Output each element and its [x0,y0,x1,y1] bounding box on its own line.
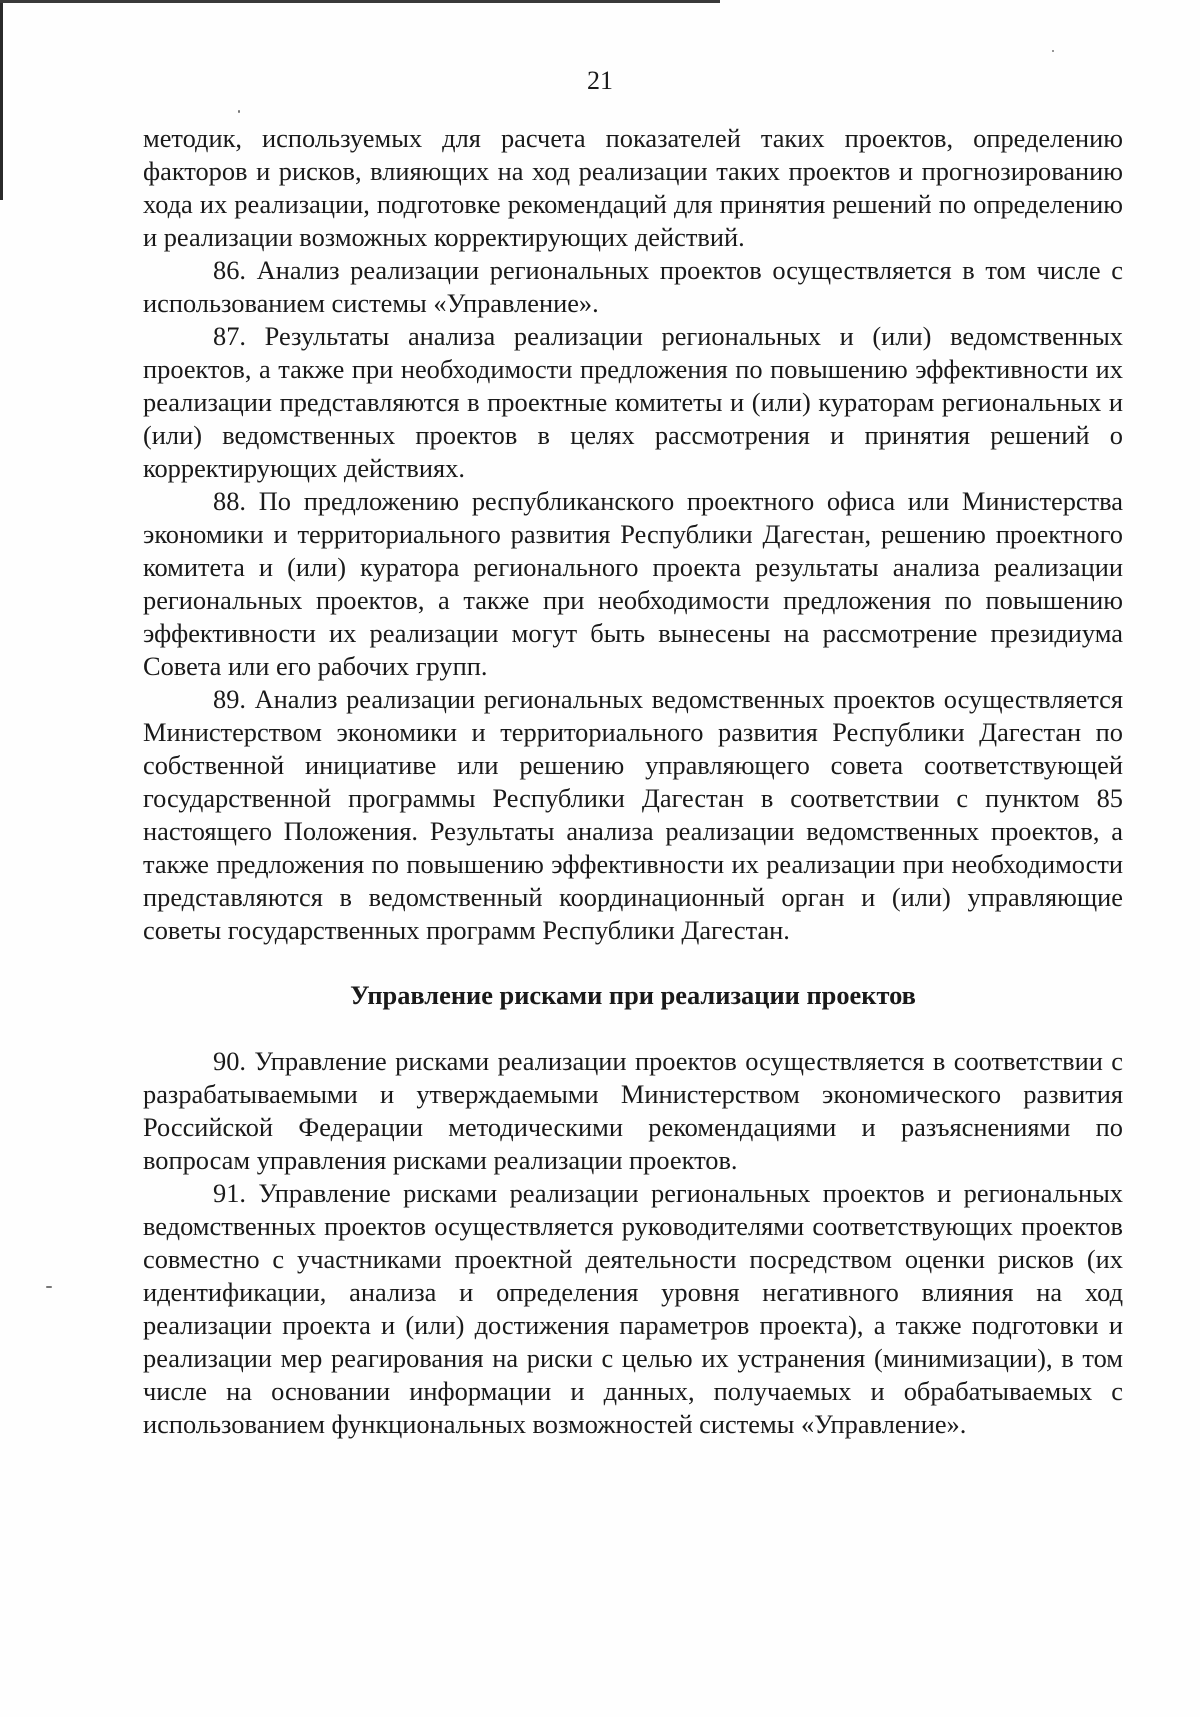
page-number: 21 [587,66,613,95]
paragraph-87: 87. Результаты анализа реализации региональных и (или) ведомственных проектов, а также при необходимости предложения по повышению эффективности их реализации представляются в проектные комитеты и (или) кураторам региональных и (или) ведомственных проектов в целях рассмотрения и принятия решений о корректирующих действиях. [143,321,1123,483]
paragraph-continuation: методик, используемых для расчета показателей таких проектов, определению факторов и рисков, влияющих на ход реализации таких проектов и прогнозированию хода их реализации, подготовке рекомендаций для принятия решений по определению и реализации возможных корректирующих действий. [143,123,1123,252]
scan-speck [238,110,240,113]
section-heading: Управление рисками при реализации проектов [350,980,916,1010]
document-body [143,122,1123,1441]
paragraph-89: 89. Анализ реализации региональных ведомственных проектов осуществляется Министерством экономики и территориального развития Республики Дагестан по собственной инициативе или решению управляющего совета соответствующей государственной программы Республики Дагестан в соответствии с пунктом 85 настоящего Положения. Результаты анализа реализации ведомственных проектов, а также предложения по повышению эффективности их реализации при необходимости представляются в ведомственный координационный орган и (или) управляющие советы государственных программ Республики Дагестан. [143,684,1123,945]
paragraph-90: 90. Управление рисками реализации проектов осуществляется в соответствии с разрабатываемыми и утверждаемыми Министерством экономического развития Российской Федерации методическими рекомендациями и разъяснениями по вопросам управления рисками реализации проектов. [143,1046,1123,1175]
scan-speck [46,1286,52,1288]
scan-speck [1052,50,1054,52]
scan-edge-left [0,0,3,200]
paragraph-88: 88. По предложению республиканского проектного офиса или Министерства экономики и территориального развития Республики Дагестан, решению проектного комитета и (или) куратора регионального проекта результаты анализа реализации региональных проектов, а также при необходимости предложения по повышению эффективности их реализации могут быть вынесены на рассмотрение президиума Совета или его рабочих групп. [143,486,1123,681]
paragraph-86: 86. Анализ реализации региональных проектов осуществляется в том числе с использованием системы «Управление». [143,255,1123,318]
scan-edge-top [0,0,720,3]
paragraph-91: 91. Управление рисками реализации региональных проектов и региональных ведомственных проектов осуществляется руководителями соответствующих проектов совместно с участниками проектной деятельности посредством оценки рисков (их идентификации, анализа и определения уровня негативного влияния на ход реализации проекта и (или) достижения параметров проекта), а также подготовки и реализации мер реагирования на риски с целью их устранения (минимизации), в том числе на основании информации и данных, получаемых и обрабатываемых с использованием функциональных возможностей системы «Управление». [143,1178,1123,1439]
